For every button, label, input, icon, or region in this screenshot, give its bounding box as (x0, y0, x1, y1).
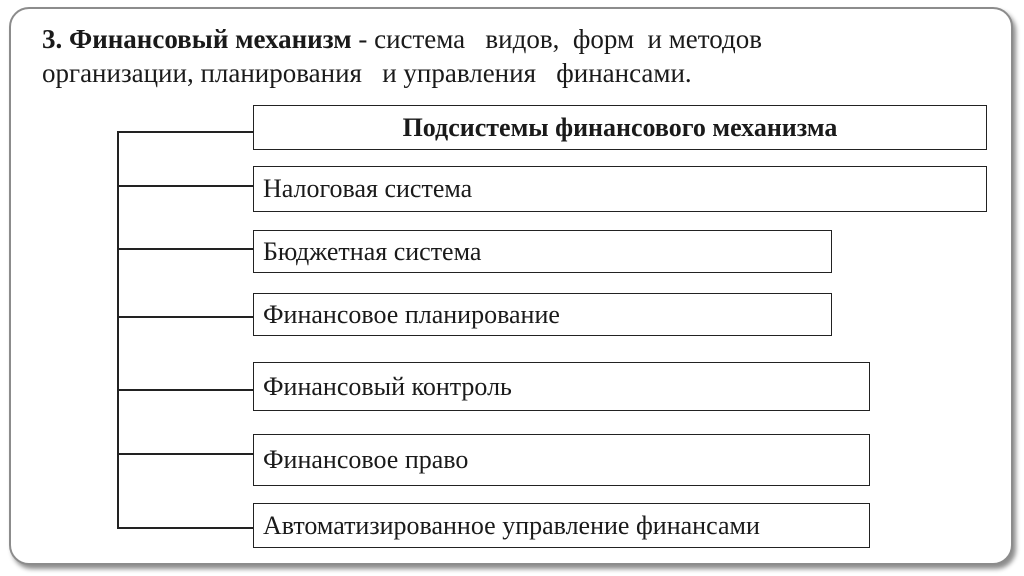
connector-item-3 (117, 316, 254, 318)
box-financial-planning: Финансовое планирование (253, 293, 832, 336)
box-budget-system: Бюджетная система (253, 230, 832, 273)
connector-item-6 (117, 527, 254, 529)
box-financial-control: Финансовый контроль (253, 362, 870, 411)
heading-number: 3. (42, 24, 63, 54)
connector-spine (117, 131, 119, 528)
connector-item-4 (117, 389, 254, 391)
connector-item-5 (117, 453, 254, 455)
box-automated-management: Автоматизированное управление финансами (253, 503, 870, 548)
connector-item-1 (117, 185, 254, 187)
connector-header (117, 131, 254, 133)
subsystems-header-box: Подсистемы финансового механизма (253, 105, 987, 150)
heading-line2: организации, планирования и управления финансами. (42, 58, 692, 88)
heading-term: Финансовый механизм (69, 24, 352, 54)
box-tax-system: Налоговая система (253, 166, 987, 212)
heading-line1-rest: - система видов, форм и методов (351, 24, 762, 54)
slide-heading (42, 22, 942, 90)
connector-item-2 (117, 248, 254, 250)
box-financial-law: Финансовое право (253, 434, 870, 486)
